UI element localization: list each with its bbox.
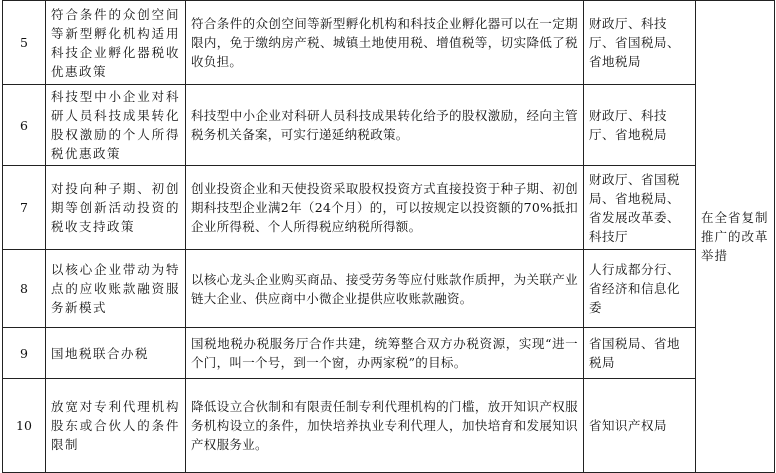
table-row bbox=[3, 166, 775, 250]
reform-item: 放宽对专利代理机构股东或合伙人的条件限制 bbox=[46, 379, 186, 473]
reform-content: 符合条件的众创空间等新型孵化机构和科技企业孵化器可以在一定期限内，免于缴纳房产税、城镇土地使用税、增值税等，切实降低了税收负担。 bbox=[186, 1, 584, 85]
row-number: 7 bbox=[3, 166, 46, 250]
table-row bbox=[3, 1, 775, 85]
responsible-department: 人行成都分行、省经济和信息化委 bbox=[584, 250, 696, 328]
reform-content: 降低设立合伙制和有限责任制专利代理机构的门槛，放开知识产权服务机构设立的条件，加快培养执业专利代理人，加快培育和发展知识产权服务业。 bbox=[186, 379, 584, 473]
responsible-department: 省知识产权局 bbox=[584, 379, 696, 473]
table-row bbox=[3, 328, 775, 379]
row-number: 6 bbox=[3, 85, 46, 166]
responsible-department: 财政厅、科技厅、省国税局、省地税局 bbox=[584, 1, 696, 85]
table-row bbox=[3, 85, 775, 166]
reform-item: 以核心企业带动为特点的应收账款融资服务新模式 bbox=[46, 250, 186, 328]
reform-content: 科技型中小企业对科研人员科技成果转化给予的股权激励，经向主管税务机关备案，可实行递延纳税政策。 bbox=[186, 85, 584, 166]
promotion-scope: 在全省复制推广的改革举措 bbox=[696, 1, 775, 473]
responsible-department: 财政厅、科技厅、省地税局 bbox=[584, 85, 696, 166]
row-number: 10 bbox=[3, 379, 46, 473]
reform-content: 创业投资企业和天使投资采取股权投资方式直接投资于种子期、初创期科技型企业满2年（24个月）的，可以按规定以投资额的70%抵扣企业所得税、个人所得税应纳税所得额。 bbox=[186, 166, 584, 250]
row-number: 5 bbox=[3, 1, 46, 85]
table-row bbox=[3, 379, 775, 473]
reform-content: 国税地税办税服务厅合作共建，统筹整合双方办税资源，实现“进一个门，叫一个号，到一个窗，办两家税”的目标。 bbox=[186, 328, 584, 379]
responsible-department: 财政厅、省国税局、省地税局、省发展改革委、科技厅 bbox=[584, 166, 696, 250]
reform-item: 国地税联合办税 bbox=[46, 328, 186, 379]
row-number: 8 bbox=[3, 250, 46, 328]
reform-content: 以核心龙头企业购买商品、接受劳务等应付账款作质押，为关联产业链大企业、供应商中小微企业提供应收账款融资。 bbox=[186, 250, 584, 328]
reform-item: 对投向种子期、初创期等创新活动投资的税收支持政策 bbox=[46, 166, 186, 250]
reform-item: 符合条件的众创空间等新型孵化机构适用科技企业孵化器税收优惠政策 bbox=[46, 1, 186, 85]
reform-item: 科技型中小企业对科研人员科技成果转化股权激励的个人所得税优惠政策 bbox=[46, 85, 186, 166]
responsible-department: 省国税局、省地税局 bbox=[584, 328, 696, 379]
row-number: 9 bbox=[3, 328, 46, 379]
policy-table bbox=[2, 0, 775, 473]
table-row bbox=[3, 250, 775, 328]
